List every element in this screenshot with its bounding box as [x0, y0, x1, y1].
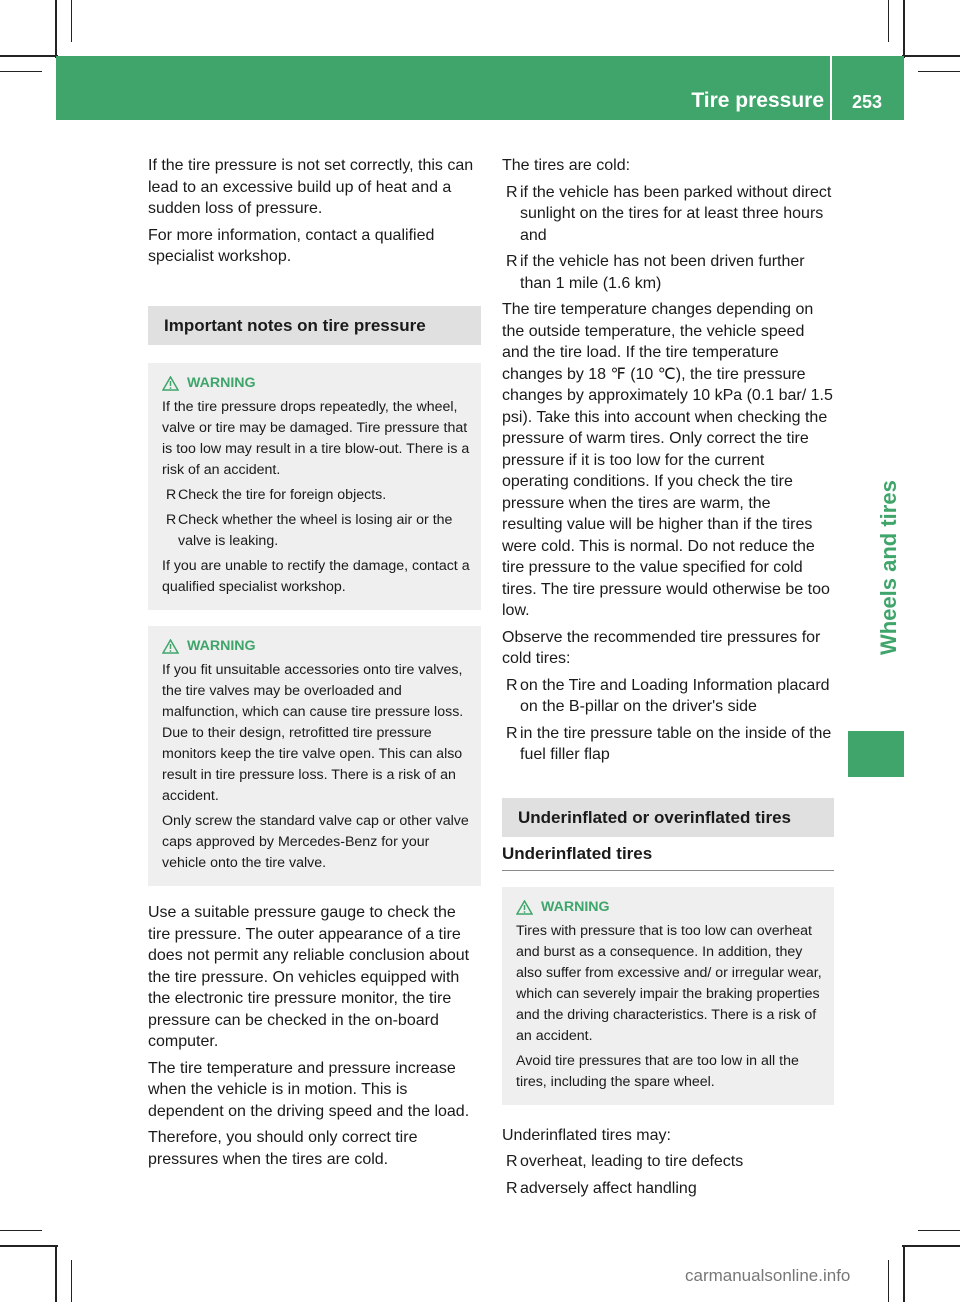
body-paragraph: The tire temperature and pressure increase when the vehicle is in motion. This is dependent on the driving speed and the load. — [148, 1059, 470, 1120]
warning-triangle-icon — [516, 900, 533, 915]
warning-box — [148, 363, 481, 610]
observe-paragraph: Observe the recommended tire pressures for cold tires: — [502, 628, 821, 667]
warning-text: If the tire pressure drops repeatedly, the wheel, valve or tire may be damaged. Tire pressure that is too low may result in a tire blow-out. There is a risk of an accident. — [162, 399, 470, 478]
bullet-glyph: R — [506, 676, 518, 694]
warning-header — [162, 636, 473, 657]
list-item — [162, 485, 473, 506]
crop-mark — [888, 0, 889, 42]
list-item — [502, 251, 834, 294]
body-paragraph: Therefore, you should only correct tire pressures when the tires are cold. — [148, 1129, 418, 1168]
section-heading: Underinflated or overinflated tires — [502, 798, 834, 838]
crop-mark — [55, 1245, 57, 1302]
list-item-text: overheat, leading to tire defects — [520, 1153, 744, 1170]
warning-label: WARNING — [541, 898, 610, 915]
list-item — [162, 510, 473, 552]
list-item — [502, 723, 834, 766]
intro-paragraph: If the tire pressure is not set correctly, this can lead to an excessive build up of heat and a sudden loss of pressure. — [148, 157, 474, 217]
list-item-text: Check whether the wheel is losing air or the valve is leaking. — [178, 512, 453, 549]
crop-mark — [0, 1245, 58, 1247]
bullet-glyph: R — [506, 1179, 518, 1197]
list-item-text: adversely affect handling — [520, 1179, 697, 1197]
warning-label: WARNING — [187, 638, 256, 654]
warning-header — [516, 897, 826, 918]
sub-heading: Underinflated tires — [502, 843, 834, 871]
header-divider — [830, 56, 832, 120]
crop-mark — [71, 0, 72, 42]
left-column — [148, 155, 481, 1175]
warning-box — [502, 887, 834, 1105]
page-number: 253 — [851, 92, 882, 112]
crop-mark — [903, 0, 905, 58]
warning-footer: Avoid tire pressures that are too low in all the tires, including the spare wheel. — [516, 1052, 799, 1090]
list-item — [502, 1151, 834, 1173]
crop-mark — [0, 55, 58, 57]
warning-footer: If you are unable to rectify the damage, contact a qualified specialist workshop. — [162, 558, 470, 595]
warning-text: If you fit unsuitable accessories onto tire valves, the tire valves may be overloaded and malfunction, which can cause tire pressure loss. Due to their design, retrofitted tire pressure monitors keep the tire valve open. This can also result in tire pressure loss. There is a risk of an accident. — [162, 662, 464, 804]
warning-text: Tires with pressure that is too low can overheat and burst as a consequence. In addition, they also suffer from excessive and/ or irregular wear, which can severely impair the braking properties and the driving characteristics. There is a risk of an accident. — [516, 922, 822, 1044]
right-column — [502, 155, 834, 1204]
cold-intro: The tires are cold: — [502, 157, 631, 174]
crop-mark — [903, 1245, 905, 1302]
bullet-glyph: R — [506, 253, 518, 270]
crop-mark — [902, 55, 960, 57]
list-item — [502, 675, 834, 718]
chapter-tab-label: Wheels and tires — [876, 480, 901, 655]
bullet-glyph: R — [506, 183, 518, 201]
list-item — [502, 1178, 834, 1200]
list-item-text: on the Tire and Loading Information placard on the B-pillar on the driver's side — [520, 676, 830, 715]
list-item-text: Check the tire for foreign objects. — [178, 487, 387, 503]
list-item-text: in the tire pressure table on the inside of the fuel filler flap — [520, 724, 832, 763]
crop-mark — [0, 1230, 42, 1231]
may-intro: Underinflated tires may: — [502, 1126, 671, 1144]
warning-footer: Only screw the standard valve cap or other valve caps approved by Mercedes-Benz for your vehicle onto the tire valve. — [162, 813, 469, 871]
list-item — [502, 182, 834, 247]
crop-mark — [71, 1260, 72, 1302]
list-item-text: if the vehicle has been parked without direct sunlight on the tires for at least three hours and — [520, 183, 832, 244]
page-title: Tire pressure — [691, 89, 824, 112]
crop-mark — [0, 71, 42, 72]
warning-header — [162, 373, 473, 394]
crop-mark — [902, 1245, 960, 1247]
crop-mark — [918, 1230, 960, 1231]
crop-mark — [888, 1260, 889, 1302]
bullet-glyph: R — [166, 512, 177, 528]
warning-triangle-icon — [162, 376, 179, 391]
temperature-paragraph: The tire temperature changes depending on the outside temperature, the vehicle speed and the tire load. If the tire temperature changes by 18 ℉ (10 ℃), the tire pressure changes by approximately 10 kPa (0.1 bar/ 1.5 psi). Take this into account when checking the pressure of warm tires. Only correct the tire pressure if it is too low for the current operating conditions. If you check the tire pressure when the tires are warm, the resulting value will be higher than if the tires were cold. This is normal. Do not reduce the tire pressure to the value specified for cold tires. The tire pressure would otherwise be too low. — [502, 301, 833, 619]
warning-label: WARNING — [187, 375, 256, 391]
section-heading: Important notes on tire pressure — [148, 306, 481, 346]
bullet-glyph: R — [166, 487, 177, 503]
warning-triangle-icon — [162, 639, 179, 654]
page-header — [56, 56, 904, 120]
body-paragraph: Use a suitable pressure gauge to check the tire pressure. The outer appearance of a tire does not permit any reliable conclusion about the tire pressure. On vehicles equipped with the electronic tire pressure monitor, the tire pressure can be checked in the on-board computer. — [148, 904, 470, 1050]
intro-paragraph: For more information, contact a qualified specialist workshop. — [148, 226, 435, 265]
warning-box — [148, 626, 481, 886]
list-item-text: if the vehicle has not been driven further than 1 mile (1.6 km) — [520, 253, 805, 292]
crop-mark — [55, 0, 57, 58]
watermark: carmanualsonline.info — [685, 1266, 851, 1285]
bullet-glyph: R — [506, 1153, 518, 1170]
crop-mark — [918, 71, 960, 72]
bullet-glyph: R — [506, 724, 518, 742]
chapter-tab-marker — [848, 731, 904, 777]
